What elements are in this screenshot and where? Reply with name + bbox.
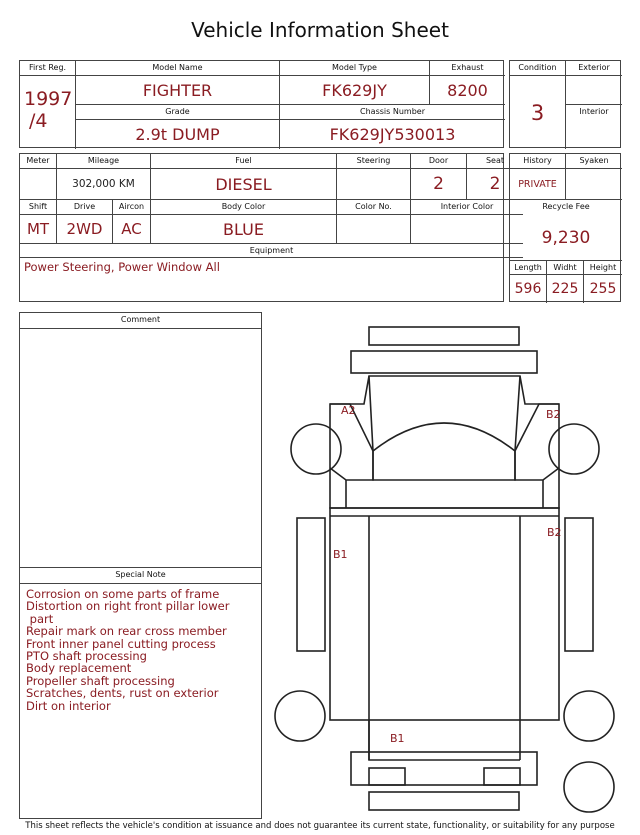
condition-value: 3 — [510, 76, 566, 149]
body-color-label: Body Color — [151, 200, 337, 215]
length-value: 596 — [510, 275, 547, 303]
first-reg-label: First Reg. — [20, 61, 76, 76]
special-note-line: Dirt on interior — [26, 698, 111, 713]
exhaust-label: Exhaust — [430, 61, 505, 76]
model-name-label: Model Name — [76, 61, 280, 76]
seat-value: 2 — [467, 169, 523, 200]
special-note-line: Repair mark on rear cross member — [26, 624, 227, 639]
comment-label: Comment — [20, 313, 261, 329]
special-note-line: PTO shaft processing — [26, 649, 147, 664]
windshield — [373, 423, 515, 480]
door-value: 2 — [411, 169, 467, 200]
aircon-label: Aircon — [113, 200, 151, 215]
interior-color-label: Interior Color — [411, 200, 523, 215]
tire-rear-right — [564, 691, 614, 741]
interior-label: Interior — [579, 107, 609, 116]
color-no-label: Color No. — [337, 200, 411, 215]
special-note-line: Front inner panel cutting process — [26, 636, 216, 651]
tire-front-right — [549, 424, 599, 474]
body-color-value: BLUE — [151, 215, 337, 244]
grade-label: Grade — [76, 105, 280, 120]
mark-front-left: A2 — [341, 404, 356, 417]
grade-value: 2.9t DUMP — [76, 120, 280, 149]
cab-body — [330, 376, 559, 508]
width-label: Widht — [547, 261, 584, 275]
width-value: 225 — [547, 275, 584, 303]
front-bumper — [369, 327, 519, 345]
mark-rear: B1 — [390, 732, 405, 745]
rear-step — [369, 792, 519, 810]
steering-label: Steering — [337, 154, 411, 169]
first-reg-year: 1997 — [24, 88, 73, 110]
history-label: History — [510, 154, 566, 169]
drive-label: Drive — [57, 200, 113, 215]
mileage-value: 302,000 KM — [57, 169, 151, 200]
exhaust-value: 8200 — [430, 76, 505, 105]
condition-label: Condition — [510, 61, 566, 76]
mark-left-side: B1 — [333, 548, 348, 561]
recycle-fee-label: Recycle Fee — [542, 202, 590, 211]
chassis-value: FK629JY530013 — [329, 125, 456, 144]
cargo-bed — [330, 508, 559, 720]
special-note-line: Distortion on right front pillar lower — [26, 599, 230, 614]
syaken-label: Syaken — [566, 154, 622, 169]
equipment-label: Equipment — [20, 244, 523, 258]
shift-label: Shift — [20, 200, 57, 215]
fuel-value: DIESEL — [151, 169, 337, 200]
seat-label: Seat — [467, 154, 523, 169]
special-note-line: Body replacement — [26, 661, 132, 676]
length-label: Length — [510, 261, 547, 275]
special-note-line: Corrosion on some parts of frame — [26, 587, 220, 601]
disclaimer-footer: This sheet reflects the vehicle's condition at issuance and does not guarantee its current state, functionality, or suitability for any purpose — [25, 821, 615, 831]
special-note-line: Propeller shaft processing — [26, 673, 175, 688]
special-note-line: Scratches, dents, rust on exterior — [26, 686, 219, 701]
special-note-label: Special Note — [20, 568, 261, 584]
aircon-value: AC — [113, 215, 151, 244]
shift-value: MT — [20, 215, 57, 244]
special-note-line: part — [26, 611, 54, 626]
recycle-fee-value: 9,230 — [510, 215, 622, 261]
tire-rear-left — [275, 691, 325, 741]
meter-label: Meter — [20, 154, 57, 169]
tire-spare — [564, 762, 614, 812]
fuel-label: Fuel — [151, 154, 337, 169]
cab-roof — [351, 351, 537, 373]
equipment-value: Power Steering, Power Window All — [24, 260, 220, 274]
height-label: Height — [584, 261, 622, 275]
tire-left-mid — [297, 518, 325, 651]
mileage-label: Mileage — [57, 154, 151, 169]
door-label: Door — [411, 154, 467, 169]
history-value: PRIVATE — [510, 169, 566, 200]
model-name-value: FIGHTER — [76, 76, 280, 105]
mark-front-right: B2 — [546, 408, 561, 421]
height-value: 255 — [589, 281, 617, 297]
chassis-label: Chassis Number — [280, 105, 505, 120]
model-type-label: Model Type — [280, 61, 430, 76]
page-title: Vehicle Information Sheet — [191, 18, 449, 42]
tire-front-left — [291, 424, 341, 474]
exterior-label: Exterior — [566, 61, 622, 76]
tire-right-mid — [565, 518, 593, 651]
drive-value: 2WD — [57, 215, 113, 244]
model-type-value: FK629JY — [280, 76, 430, 105]
mark-right-side: B2 — [547, 526, 562, 539]
first-reg-month: /4 — [29, 110, 48, 132]
